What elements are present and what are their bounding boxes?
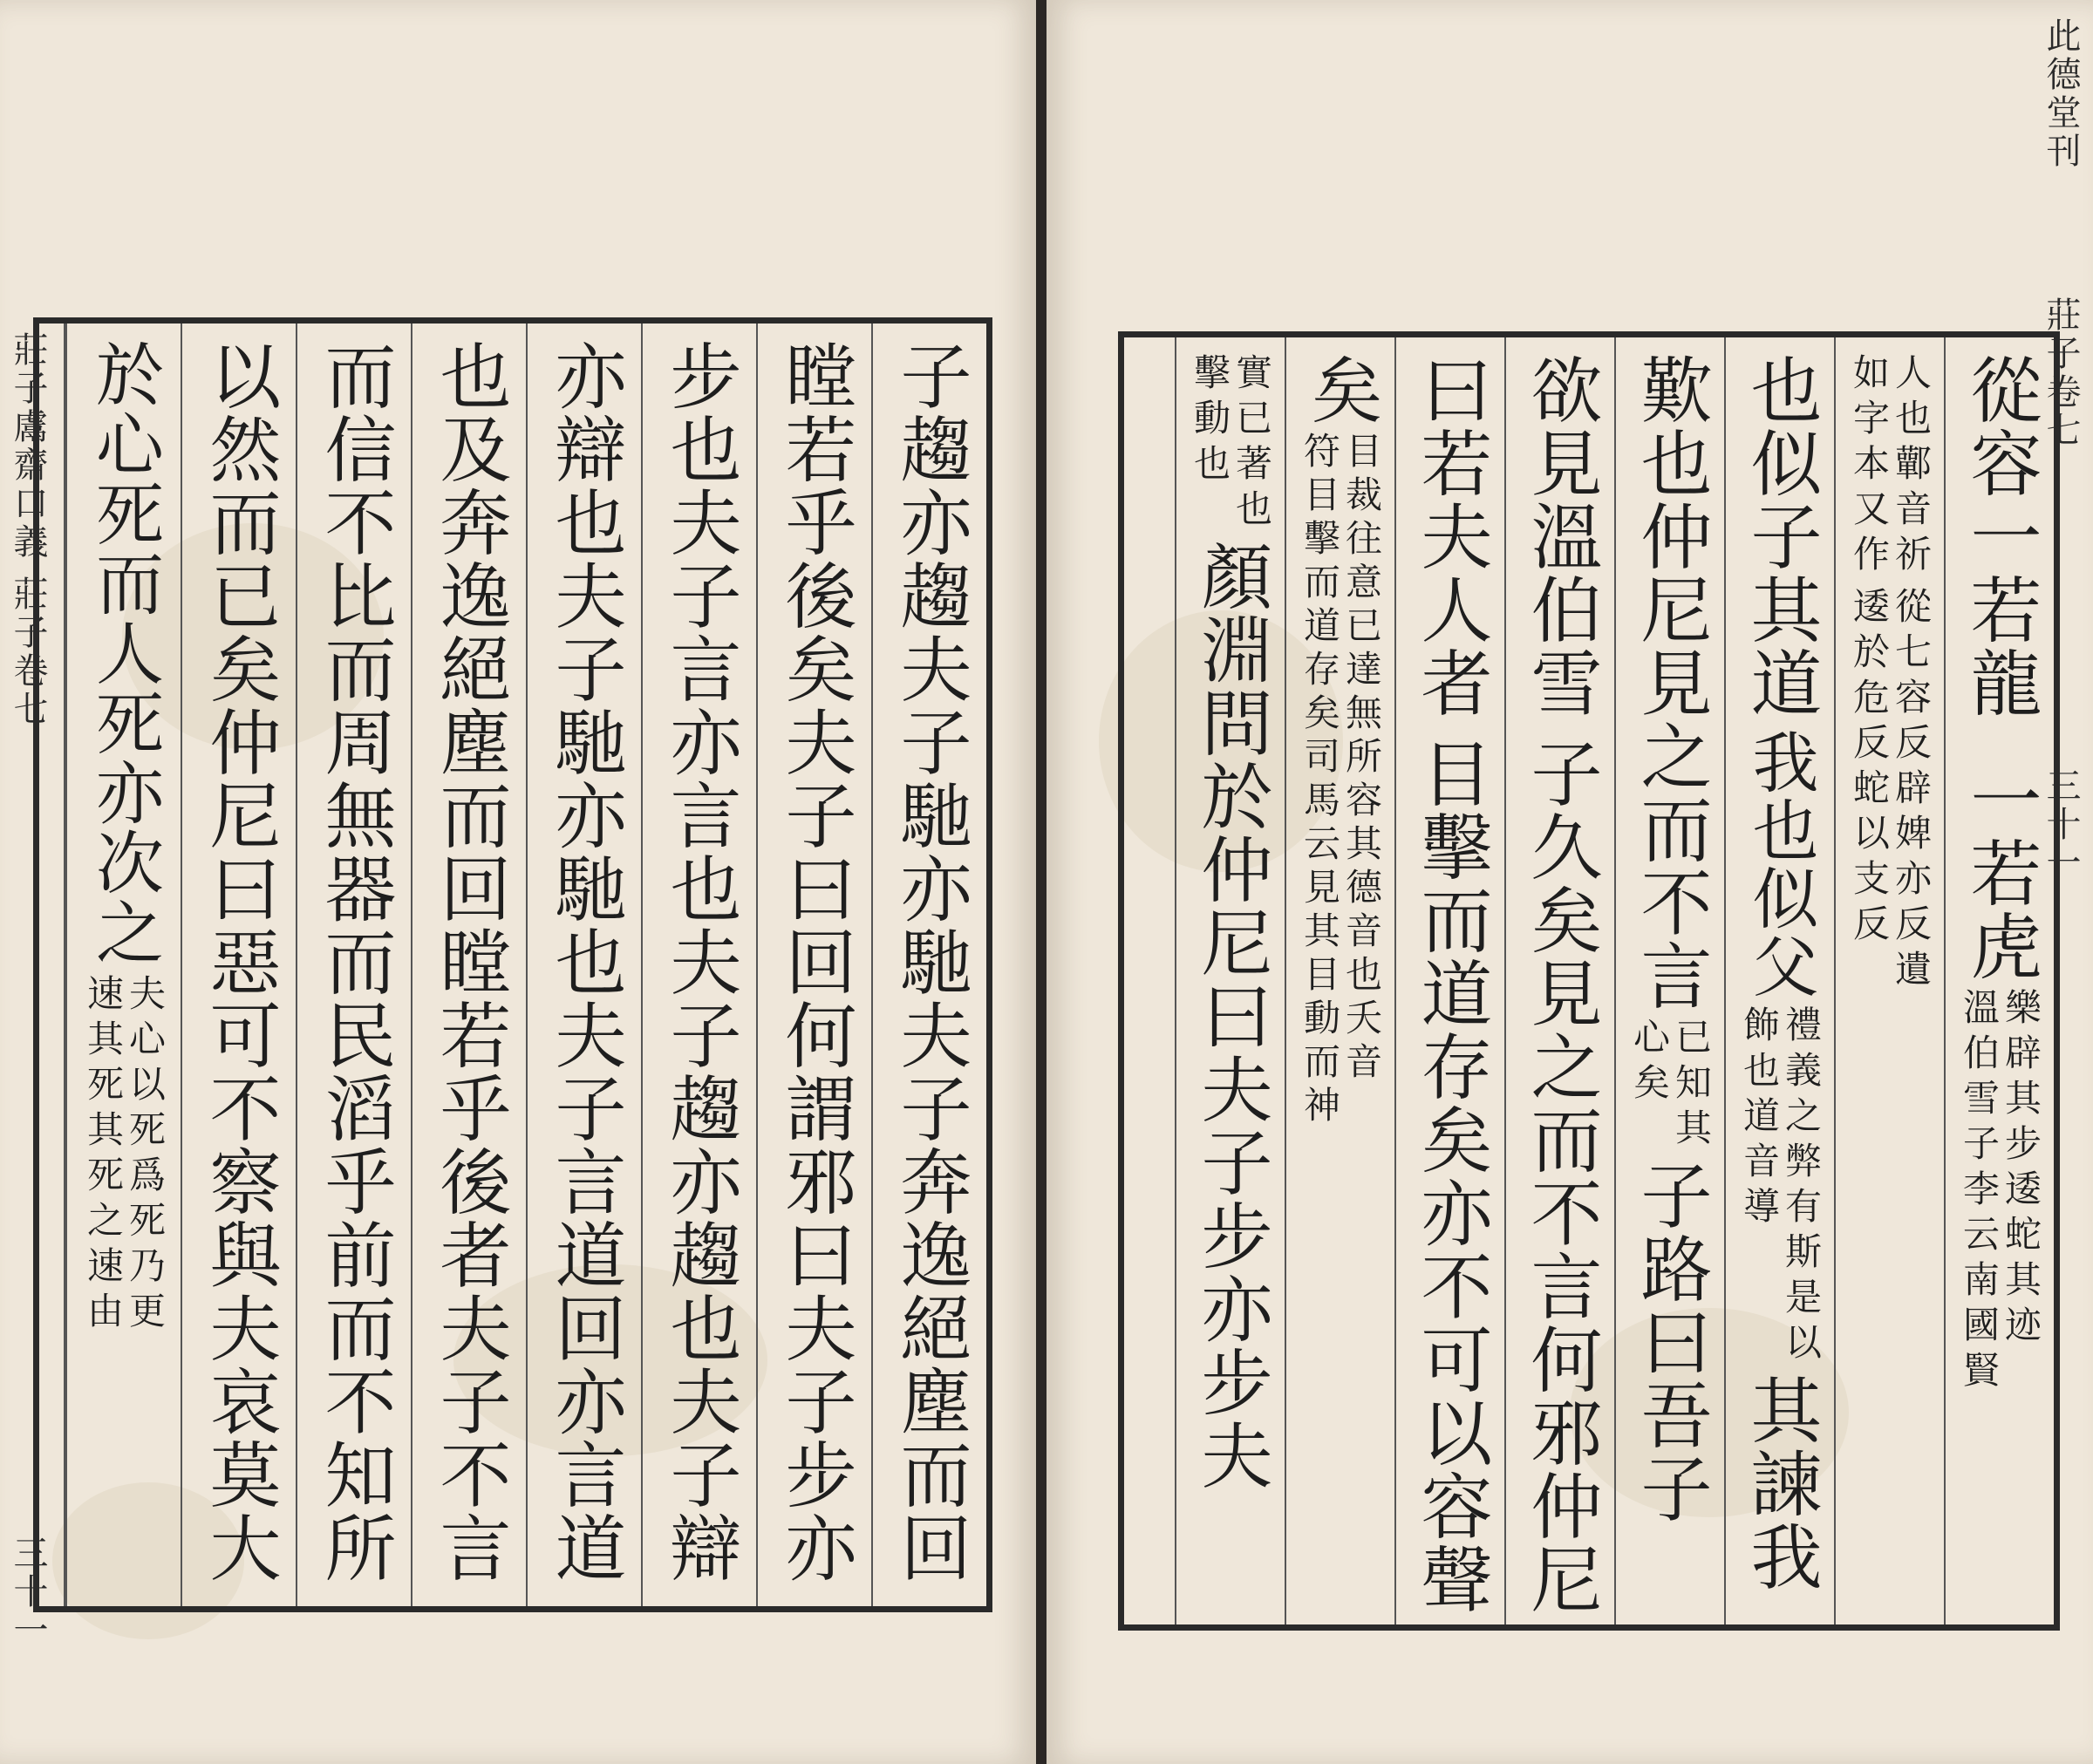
left-margin-number: 三十一 — [8, 1535, 48, 1650]
right-page — [1046, 0, 2093, 1764]
left-margin-title: 莊子鬳齋口義 — [8, 331, 48, 562]
right-column-5 — [1504, 337, 1614, 1624]
right-column-3 — [1724, 337, 1834, 1624]
right-column-8 — [1175, 337, 1285, 1624]
left-text-frame — [33, 317, 992, 1612]
left-column-5 — [411, 324, 526, 1606]
right-col1-note-b: 溫伯雪子李云南國賢 — [1958, 988, 2001, 1396]
left-page — [0, 0, 1036, 1764]
right-column-1 — [1944, 337, 2054, 1624]
left-col8-text: 於心死而人死亦次之 — [85, 339, 163, 967]
left-col8-annotation — [82, 974, 167, 1337]
right-col4-text2: 子路曰吾子 — [1629, 1159, 1712, 1525]
right-col6-text: 曰若夫人者 — [1409, 353, 1492, 719]
right-col7-text: 矣 — [1299, 353, 1382, 426]
right-col1-note-a: 樂辟其步逶蛇其迹 — [2000, 988, 2042, 1351]
right-column-6 — [1394, 337, 1504, 1624]
right-col3-text3: 其諫我 — [1739, 1373, 1822, 1593]
right-col7-note-b: 符目擊而道存矣司馬云見其目動而神 — [1299, 432, 1341, 1129]
right-col3-text: 也似子其道 — [1739, 353, 1822, 719]
right-col4-note-a: 已知其 — [1670, 1018, 1713, 1154]
right-col8-annotation — [1189, 353, 1273, 535]
right-col1-text: 從容一若龍 — [1959, 353, 2042, 719]
right-column-2 — [1834, 337, 1944, 1624]
left-margin-chapter: 莊子卷七 — [8, 576, 48, 729]
right-column-4 — [1614, 337, 1724, 1624]
right-col1-text2: 一若虎 — [1959, 763, 2042, 983]
right-col3-note-b: 禮義之弊有斯是以 — [1780, 1005, 1823, 1368]
right-col7-note-a: 目裁往意已達無所容其德音也夭音 — [1340, 432, 1383, 1086]
right-col2-note-a: 人也鄿音祈 — [1890, 353, 1933, 580]
right-col1-annotation — [1958, 988, 2042, 1396]
right-col3-text2: 我也似父 — [1742, 728, 1819, 1000]
left-column-3 — [641, 324, 756, 1606]
left-column-2 — [756, 324, 871, 1606]
left-col2-text: 瞠若乎後矣夫子曰回何謂邪曰夫子步亦 — [774, 339, 856, 1584]
left-col6-text: 而信不比而周無器而民滔乎前而不知所 — [313, 339, 396, 1584]
right-col3-annotation — [1738, 1005, 1823, 1368]
right-margin-number: 三十一 — [2041, 767, 2081, 882]
left-col5-text: 也及奔逸絕塵而回瞠若乎後者夫子不言 — [428, 339, 511, 1584]
left-col8-note-a: 夫心以死爲死乃更 — [124, 974, 167, 1337]
right-col5-text: 欲見溫伯雪 — [1519, 353, 1602, 719]
right-col8-note-b: 擊動也 — [1189, 353, 1231, 489]
right-col8-text: 顏淵問於仲尼曰夫子步亦步夫 — [1190, 540, 1272, 1492]
right-col6-text2: 目擊而道存矣亦不可以容聲 — [1409, 737, 1492, 1616]
right-col2-note-c: 從七容反辟婢亦反遺 — [1890, 587, 1933, 995]
right-col2-note-b: 如字本又作 — [1848, 353, 1891, 580]
right-text-frame — [1118, 331, 2060, 1631]
left-column-6 — [296, 324, 411, 1606]
book-gutter — [1036, 0, 1046, 1764]
right-col8-note-a: 實已著也 — [1231, 353, 1273, 535]
right-margin-title: 此德堂刊 — [2041, 17, 2081, 171]
left-column-1 — [871, 324, 986, 1606]
right-col2-annotation — [1848, 353, 1933, 580]
left-col7-text: 以然而已矣仲尼曰惡可不察與夫哀莫大 — [198, 339, 281, 1584]
right-col4-annotation — [1628, 1018, 1713, 1154]
right-col4-note-b: 心矣 — [1628, 1018, 1671, 1108]
right-col2-annotation-2 — [1848, 587, 1933, 995]
right-col5-text2: 子久矣見之而不言何邪仲尼 — [1519, 737, 1602, 1616]
left-column-7 — [181, 324, 296, 1606]
right-column-7 — [1285, 337, 1394, 1624]
left-column-4 — [526, 324, 641, 1606]
right-col2-note-d: 逶於危反蛇以支反 — [1848, 587, 1891, 950]
left-col8-note-b: 速其死其死之速由 — [82, 974, 125, 1337]
left-col4-text: 亦辯也夫子馳亦馳也夫子言道回亦言道 — [543, 339, 626, 1584]
left-col1-text: 子趨亦趨夫子馳亦馳夫子奔逸絕塵而回 — [889, 339, 972, 1584]
right-col3-note-c: 飾也道音導 — [1738, 1005, 1781, 1232]
right-col7-annotation — [1299, 432, 1383, 1129]
right-margin-chapter: 莊子卷七 — [2041, 296, 2081, 450]
left-column-8 — [65, 324, 181, 1606]
left-col3-text: 步也夫子言亦言也夫子趨亦趨也夫子辯 — [658, 339, 741, 1584]
right-col4-text: 歎也仲尼見之而不言 — [1629, 353, 1712, 1012]
